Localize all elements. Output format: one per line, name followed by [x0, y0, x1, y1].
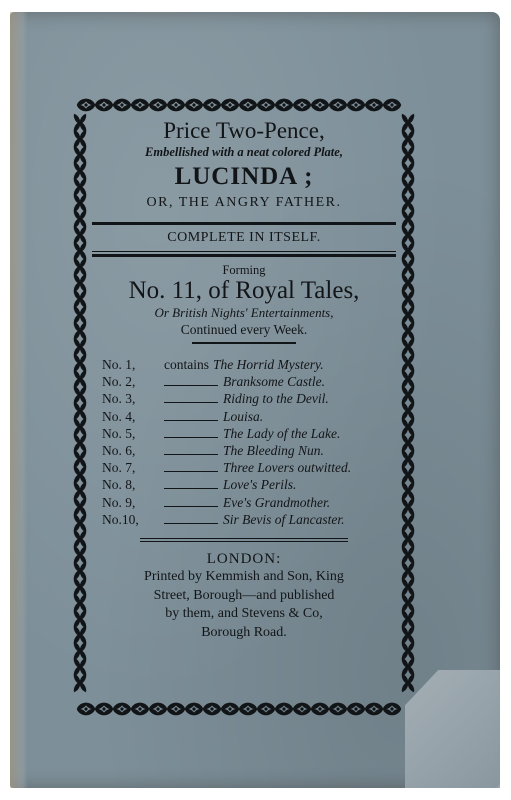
imprint-line-1: Printed by Kemmish and Son, King	[144, 569, 344, 585]
forming-label: Forming	[222, 263, 266, 277]
tale-title: The Bleeding Nun.	[223, 443, 324, 459]
tale-title: Love's Perils.	[223, 477, 297, 493]
imprint-line-3: by them, and Stevens & Co,	[165, 606, 323, 622]
ditto-dash	[164, 420, 218, 421]
tale-number: No. 3,	[102, 391, 136, 407]
tale-row	[102, 425, 400, 442]
tale-title: Riding to the Devil.	[223, 391, 329, 407]
tale-title: Sir Bevis of Lancaster.	[223, 511, 345, 527]
continued-label: Continued every Week.	[180, 322, 308, 337]
tale-title: Eve's Grandmother.	[223, 494, 331, 510]
tale-number: No. 1,	[102, 357, 136, 372]
ditto-dash	[164, 454, 218, 455]
imprint-city: LONDON:	[206, 551, 282, 568]
tale-number: No. 2,	[102, 374, 136, 390]
ditto-dash	[164, 488, 218, 489]
tale-title: Branksome Castle.	[223, 374, 325, 390]
tale-number: No.10,	[102, 511, 139, 527]
complete-label: COMPLETE IN ITSELF.	[167, 230, 321, 245]
tale-contains-label: contains	[164, 357, 209, 372]
divider-bottom	[140, 538, 348, 539]
tale-title: Louisa.	[223, 408, 264, 424]
book-title: LUCINDA ;	[174, 163, 314, 190]
divider-bottom-2	[140, 541, 348, 542]
embellished-line: Embellished with a neat colored Plate,	[145, 145, 343, 159]
tale-number: No. 5,	[102, 425, 136, 441]
ditto-dash	[164, 437, 218, 438]
ditto-dash	[164, 385, 218, 386]
tale-row	[102, 408, 400, 425]
price-line: Price Two-Pence,	[163, 118, 325, 143]
book-subtitle: OR, THE ANGRY FATHER.	[146, 195, 342, 210]
tale-row	[102, 356, 400, 373]
ditto-dash	[164, 506, 218, 507]
tale-number: No. 8,	[102, 477, 136, 493]
tale-title: Three Lovers outwitted.	[223, 460, 352, 476]
tale-row	[102, 390, 400, 407]
ditto-dash	[164, 471, 218, 472]
divider-thick-lower	[92, 254, 396, 257]
ditto-dash	[164, 523, 218, 524]
tale-row	[102, 494, 400, 511]
tale-row	[102, 373, 400, 390]
short-divider	[192, 342, 296, 344]
tale-number: No. 7,	[102, 460, 136, 476]
tale-title: The Lady of the Lake.	[223, 425, 341, 441]
imprint-line-4: Borough Road.	[201, 624, 287, 640]
ditto-dash	[164, 402, 218, 403]
tale-row	[102, 476, 400, 493]
tale-row	[102, 459, 400, 476]
series-number: No. 11, of Royal Tales,	[128, 277, 360, 304]
tale-number: No. 6,	[102, 443, 136, 459]
tale-title: The Horrid Mystery.	[213, 357, 324, 372]
imprint-line-2: Street, Borough—and published	[153, 587, 335, 603]
tale-row	[102, 442, 400, 459]
divider-thin	[92, 251, 396, 252]
divider-thick	[92, 222, 396, 225]
tale-number: No. 4,	[102, 408, 136, 424]
tales-list	[88, 356, 400, 528]
cover-text	[88, 112, 400, 642]
tale-row	[102, 511, 400, 528]
tale-number: No. 9,	[102, 494, 136, 510]
series-alt-title: Or British Nights' Entertainments,	[154, 305, 334, 320]
